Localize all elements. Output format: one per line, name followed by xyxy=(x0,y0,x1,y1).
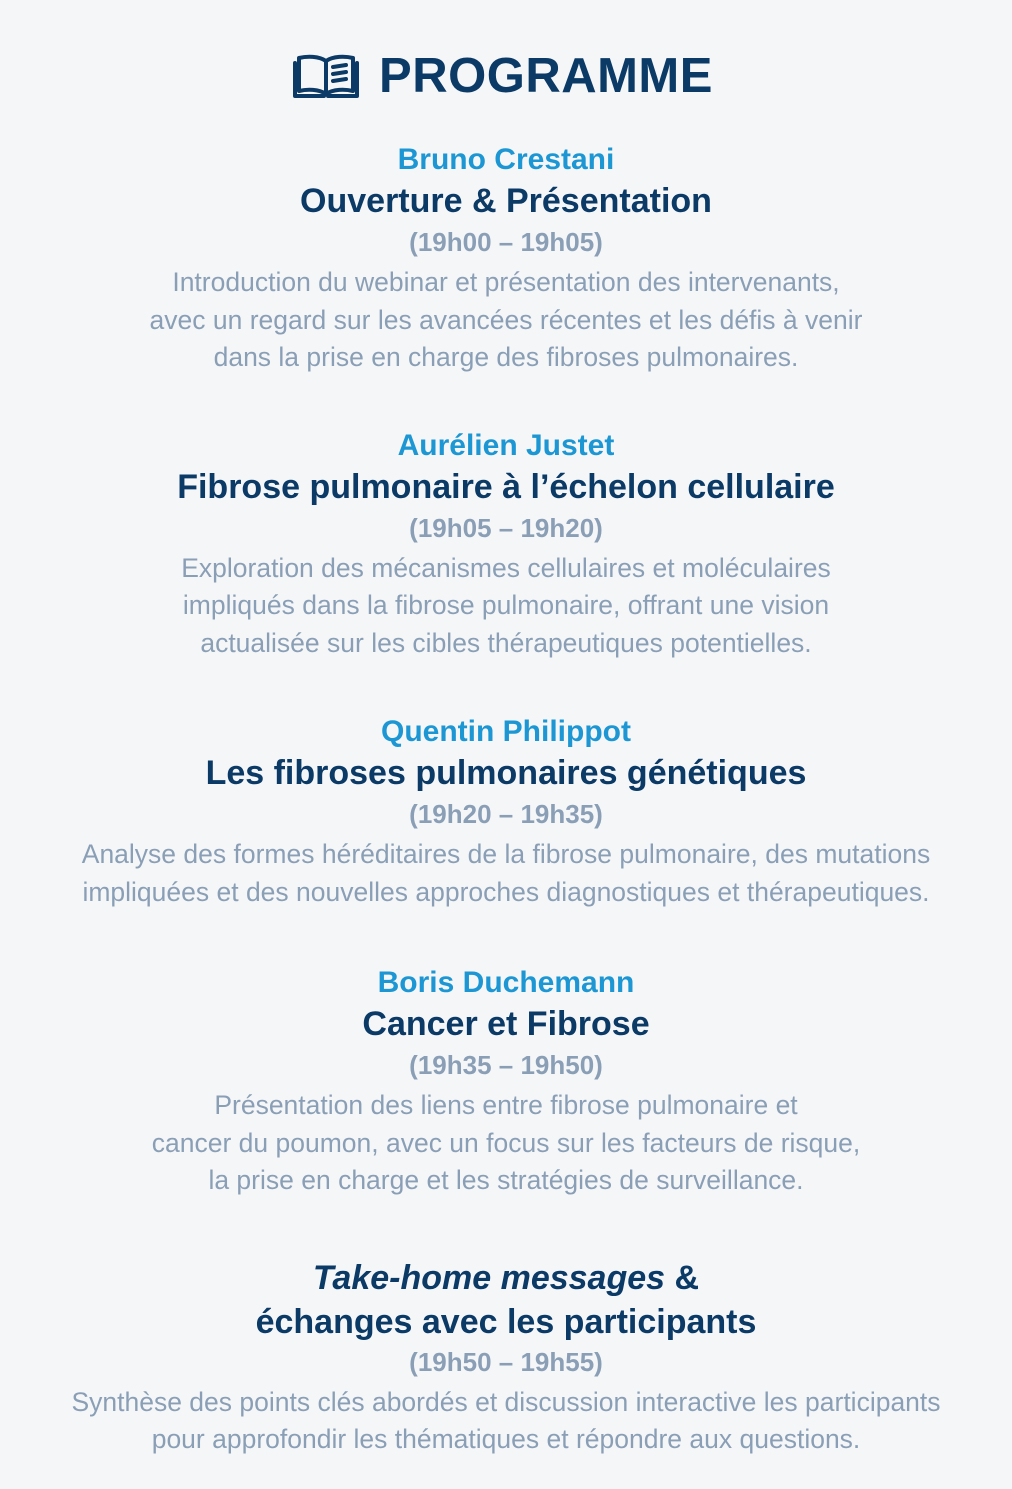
session-time: (19h50 – 19h55) xyxy=(409,1346,603,1377)
session-item xyxy=(0,142,1012,377)
session-item xyxy=(0,428,1012,663)
session-title: Cancer et Fibrose xyxy=(362,1005,650,1043)
book-icon xyxy=(293,53,359,99)
session-description: Synthèse des points clés abordés et discussion interactive les participants pour approfondir les thématiques et répondre aux questions. xyxy=(71,1386,941,1454)
session-item xyxy=(0,1256,1012,1459)
session-description: Présentation des liens entre fibrose pulmonaire et cancer du poumon, avec un focus sur les facteurs de risque, la prise en charge et les stratégies de surveillance. xyxy=(151,1090,861,1195)
session-time: (19h35 – 19h50) xyxy=(409,1050,603,1080)
session-title-italic: Take-home messages xyxy=(312,1258,666,1297)
session-title xyxy=(0,1256,1012,1300)
session-time: (19h00 – 19h05) xyxy=(409,227,603,257)
session-title: Ouverture & Présentation xyxy=(300,182,712,220)
speaker-name: Bruno Crestani xyxy=(397,143,615,176)
session-description: Introduction du webinar et présentation des intervenants, avec un regard sur les avancées récentes et les défis à venir dans la prise en charge des fibroses pulmonaires. xyxy=(149,267,863,372)
speaker-name: Aurélien Justet xyxy=(397,428,615,462)
speaker-name: Quentin Philippot xyxy=(381,715,631,748)
speaker-name: Boris Duchemann xyxy=(377,966,635,999)
session-item xyxy=(0,714,1012,911)
session-title-ampersand: & xyxy=(665,1258,700,1297)
session-title-line2: échanges avec les participants xyxy=(255,1302,757,1341)
session-title: Les fibroses pulmonaires génétiques xyxy=(205,754,807,792)
session-time: (19h05 – 19h20) xyxy=(409,512,603,543)
session-time: (19h20 – 19h35) xyxy=(409,799,603,829)
session-description: Analyse des formes héréditaires de la fibrose pulmonaire, des mutations impliquées et des nouvelles approches diagnostiques et thérapeutiques. xyxy=(81,839,931,907)
session-list xyxy=(0,142,1012,1459)
page-title: PROGRAMME xyxy=(379,49,713,103)
session-description: Exploration des mécanismes cellulaires et moléculaires impliqués dans la fibrose pulmonaire, offrant une vision actualisée sur les cibles thérapeutiques potentielles. xyxy=(181,552,831,658)
programme-header xyxy=(0,46,1012,106)
session-item xyxy=(0,965,1012,1200)
session-title: Fibrose pulmonaire à l’échelon cellulaire xyxy=(177,467,835,506)
